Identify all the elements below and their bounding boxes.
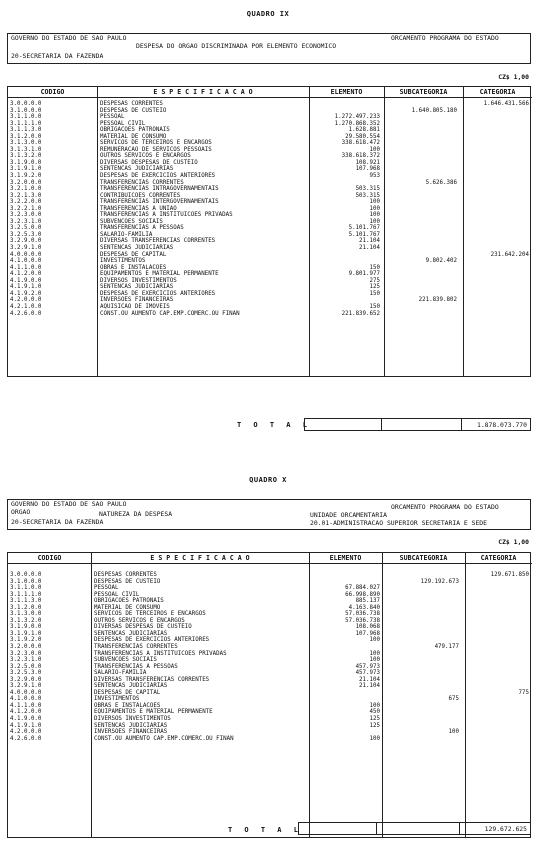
header-natureza: NATUREZA DA DESPESA — [99, 510, 173, 518]
row-code: 3.1.3.1.0 — [10, 146, 42, 153]
row-code: 4.1.1.0.0 — [10, 264, 42, 271]
row-code: 3.2.3.1.0 — [10, 657, 42, 664]
quadro-ix-currency: CZ$ 1,00 — [498, 73, 529, 81]
row-description: OUTROS SERVICOS E ENCARGOS — [94, 617, 185, 624]
row-code: 3.1.1.1.0 — [10, 591, 42, 598]
quadro-ix-total-box — [304, 418, 531, 431]
row-description: SENTENCAS JUDICIARIAS — [100, 245, 174, 252]
row-description: OUTROS SERVICOS E ENCARGOS — [100, 153, 191, 160]
row-description: DESPESAS DE EXERCICIOS ANTERIORES — [94, 637, 210, 644]
row-elemento: 9.801.977 — [348, 271, 380, 278]
row-elemento: 4.163.840 — [348, 604, 380, 611]
row-description: SENTENCAS JUDICIARIAS — [94, 722, 168, 729]
row-elemento: 5.101.767 — [348, 225, 380, 232]
row-elemento: 885.137 — [355, 598, 380, 605]
row-description: DIVERSAS TRANSFERENCIAS CORRENTES — [94, 676, 210, 683]
row-description: DESPESAS DE EXERCICIOS ANTERIORES — [100, 290, 216, 297]
quadro-ix-header — [7, 33, 531, 64]
col-elemento: ELEMENTO — [309, 87, 384, 98]
header-secretaria: 20-SECRETARIA DA FAZENDA — [11, 518, 104, 526]
row-description: TRANSFERENCIAS A UNIAO — [100, 205, 177, 212]
row-code: 3.1.9.2.0 — [10, 637, 42, 644]
header-unidade-name: 20.01-ADMINISTRACAO SUPERIOR SECRETARIA E SEDE — [310, 519, 487, 527]
row-subcategoria: 221.839.802 — [418, 297, 457, 304]
row-code: 4.1.0.0.0 — [10, 696, 42, 703]
row-code: 4.1.0.0.0 — [10, 258, 42, 265]
row-description: PESSOAL — [94, 585, 119, 592]
row-elemento: 100 — [369, 650, 380, 657]
row-code: 3.1.3.2.0 — [10, 153, 42, 160]
row-elemento: 100 — [369, 205, 380, 212]
row-elemento: 1.270.868.352 — [334, 120, 380, 127]
row-description: SUBVENCOES SOCIAIS — [100, 218, 163, 225]
row-description: SERVICOS DE TERCEIROS E ENCARGOS — [100, 140, 212, 147]
row-description: INVERSOES FINANCEIRAS — [94, 729, 168, 736]
header-budget-program: ORCAMENTO PROGRAMA DO ESTADO — [391, 503, 499, 511]
row-code: 3.2.3.0.0 — [10, 650, 42, 657]
col-categoria: CATEGORIA — [465, 553, 532, 564]
row-code: 3.1.1.0.0 — [10, 585, 42, 592]
row-description: PESSOAL — [100, 114, 125, 121]
row-code: 3.2.3.0.0 — [10, 212, 42, 219]
col-codigo: CODIGO — [8, 553, 91, 564]
row-elemento: 503.315 — [355, 186, 380, 193]
row-categoria: 129.671.850 — [490, 572, 529, 578]
row-subcategoria: 479.177 — [434, 644, 459, 651]
row-description: CONST.OU AUMENTO CAP.EMP.COMERC.OU FINAN — [100, 310, 240, 317]
row-elemento: 100 — [369, 199, 380, 206]
row-description: AQUISICAO DE IMOVEIS — [100, 303, 170, 310]
row-elemento: 100 — [369, 218, 380, 225]
row-code: 3.1.2.0.0 — [10, 133, 42, 140]
row-elemento: 5.101.767 — [348, 231, 380, 238]
header-budget-program: ORCAMENTO PROGRAMA DO ESTADO — [391, 34, 499, 42]
row-code: 3.2.1.3.0 — [10, 192, 42, 199]
row-description: OBRAS E INSTALACOES — [100, 264, 167, 271]
row-code: 3.2.9.0.0 — [10, 676, 42, 683]
row-code: 3.1.2.0.0 — [10, 604, 42, 611]
row-elemento: 450 — [369, 709, 380, 716]
row-description: INVESTIMENTOS — [94, 696, 140, 703]
row-elemento: 21.104 — [359, 676, 380, 683]
row-description: DIVERSAS TRANSFERENCIAS CORRENTES — [100, 238, 216, 245]
row-description: SENTENCAS JUDICIARIAS — [94, 683, 168, 690]
row-description: DIVERSOS INVESTIMENTOS — [94, 716, 171, 723]
row-description: DESPESAS DE CAPITAL — [94, 689, 161, 696]
row-code: 3.2.3.1.0 — [10, 218, 42, 225]
row-description: MATERIAL DE CONSUMO — [100, 133, 167, 140]
row-description: TRANSFERENCIAS A PESSOAS — [94, 663, 178, 670]
row-elemento: 100 — [369, 702, 380, 709]
row-elemento: 100 — [369, 735, 380, 742]
row-code: 3.0.0.0.0 — [10, 572, 42, 578]
divider — [376, 823, 377, 834]
header-government: GOVERNO DO ESTADO DE SAO PAULO — [11, 34, 127, 42]
row-subcategoria: 100 — [448, 729, 459, 736]
header-government: GOVERNO DO ESTADO DE SAO PAULO — [11, 500, 127, 508]
row-code: 4.0.0.0.0 — [10, 689, 42, 696]
row-description: OBRIGACOES PATRONAIS — [100, 127, 170, 134]
row-description: TRANSFERENCIAS CORRENTES — [100, 179, 184, 186]
row-description: SALARIO-FAMILIA — [94, 670, 147, 677]
row-description: TRANSFERENCIAS CORRENTES — [94, 644, 178, 651]
row-description: DIVERSAS DESPESAS DE CUSTEIO — [100, 159, 198, 166]
row-elemento: 67.884.027 — [345, 585, 380, 592]
quadro-x-currency: CZ$ 1,00 — [498, 538, 529, 546]
row-code: 3.1.3.2.0 — [10, 617, 42, 624]
row-code: 3.1.0.0.0 — [10, 107, 42, 114]
row-code: 3.1.1.3.0 — [10, 598, 42, 605]
quadro-ix-total-label: T O T A L — [237, 421, 311, 429]
table-row — [8, 736, 532, 743]
row-elemento: 150 — [369, 303, 380, 310]
row-code: 3.1.9.1.0 — [10, 166, 42, 173]
row-description: INVESTIMENTOS — [100, 258, 146, 265]
row-code: 3.2.0.0.0 — [10, 179, 42, 186]
row-subcategoria: 9.802.402 — [425, 258, 457, 265]
row-code: 4.1.1.0.0 — [10, 702, 42, 709]
row-elemento: 100 — [369, 637, 380, 644]
row-elemento: 57.036.738 — [345, 617, 380, 624]
quadro-x-total-box — [298, 822, 531, 835]
row-elemento: 150 — [369, 264, 380, 271]
row-elemento: 21.104 — [359, 245, 380, 252]
row-description: DESPESAS DE CUSTEIO — [100, 107, 167, 114]
row-description: MATERIAL DE CONSUMO — [94, 604, 161, 611]
divider — [381, 419, 382, 430]
row-code: 3.1.9.0.0 — [10, 624, 42, 631]
header-secretaria: 20-SECRETARIA DA FAZENDA — [11, 52, 104, 60]
row-elemento: 21.104 — [359, 683, 380, 690]
row-description: SENTENCAS JUDICIARIAS — [94, 630, 168, 637]
row-code: 4.2.0.0.0 — [10, 729, 42, 736]
quadro-x-total-value: 129.672.625 — [484, 825, 527, 833]
row-description: DESPESAS DE CUSTEIO — [94, 578, 161, 585]
row-elemento: 338.618.372 — [341, 153, 380, 160]
col-especificacao: E S P E C I F I C A C A O — [91, 553, 309, 564]
row-code: 3.2.5.3.0 — [10, 670, 42, 677]
row-elemento: 29.580.554 — [345, 133, 380, 140]
row-description: DESPESAS DE EXERCICIOS ANTERIORES — [100, 173, 216, 180]
row-description: SERVICOS DE TERCEIROS E ENCARGOS — [94, 611, 206, 618]
row-elemento: 21.104 — [359, 238, 380, 245]
col-subcategoria: SUBCATEGORIA — [382, 553, 465, 564]
row-description: TRANSFERENCIAS A INSTITUICOES PRIVADAS — [100, 212, 233, 219]
row-elemento: 275 — [369, 277, 380, 284]
row-elemento: 125 — [369, 284, 380, 291]
quadro-ix-total-value: 1.878.073.770 — [476, 421, 527, 429]
row-elemento: 457.973 — [355, 670, 380, 677]
row-code: 4.2.6.0.0 — [10, 310, 42, 317]
row-code: 3.2.5.0.0 — [10, 225, 42, 232]
row-elemento: 503.315 — [355, 192, 380, 199]
row-code: 4.1.9.1.0 — [10, 284, 42, 291]
row-elemento: 100 — [369, 212, 380, 219]
row-code: 4.1.9.1.0 — [10, 722, 42, 729]
row-elemento: 1.628.881 — [348, 127, 380, 134]
row-code: 3.2.5.3.0 — [10, 231, 42, 238]
row-elemento: 107.968 — [355, 630, 380, 637]
row-code: 4.1.9.2.0 — [10, 290, 42, 297]
row-subcategoria: 675 — [448, 696, 459, 703]
col-subcategoria: SUBCATEGORIA — [384, 87, 463, 98]
row-code: 3.1.0.0.0 — [10, 578, 42, 585]
table-row — [8, 311, 532, 318]
col-elemento: ELEMENTO — [309, 553, 382, 564]
row-description: REMUNERACAO DE SERVICOS PESSOAIS — [100, 146, 212, 153]
row-description: SENTENCAS JUDICIARIAS — [100, 166, 174, 173]
row-description: CONTRIBUICOES CORRENTES — [100, 192, 181, 199]
row-code: 4.0.0.0.0 — [10, 251, 42, 258]
row-elemento: 107.968 — [355, 166, 380, 173]
row-elemento: 125 — [369, 716, 380, 723]
row-code: 3.1.3.0.0 — [10, 140, 42, 147]
row-code: 3.2.9.0.0 — [10, 238, 42, 245]
header-subtitle: DESPESA DO ORGAO DISCRIMINADA POR ELEMENTO ECONOMICO — [136, 42, 337, 50]
header-orgao: ORGAO — [11, 508, 31, 516]
row-code: 4.1.9.0.0 — [10, 716, 42, 723]
row-code: 4.1.2.0.0 — [10, 709, 42, 716]
row-code: 4.1.9.0.0 — [10, 277, 42, 284]
row-elemento: 108.068 — [355, 624, 380, 631]
row-code: 3.2.2.0.0 — [10, 199, 42, 206]
row-description: PESSOAL CIVIL — [100, 120, 146, 127]
row-description: DESPESAS DE CAPITAL — [100, 251, 167, 258]
row-code: 3.2.9.1.0 — [10, 683, 42, 690]
row-subcategoria: 1.640.805.180 — [411, 107, 457, 114]
row-code: 3.1.9.2.0 — [10, 173, 42, 180]
row-code: 3.1.1.0.0 — [10, 114, 42, 121]
row-code: 3.2.5.0.0 — [10, 663, 42, 670]
row-description: SUBVENCOES SOCIAIS — [94, 657, 157, 664]
quadro-ix-table — [7, 86, 531, 377]
quadro-ix-title: QUADRO IX — [246, 10, 290, 18]
row-subcategoria: 129.192.673 — [420, 578, 459, 585]
row-categoria: 231.642.204 — [490, 251, 529, 258]
row-description: INVERSOES FINANCEIRAS — [100, 297, 174, 304]
row-description: CONST.OU AUMENTO CAP.EMP.COMERC.OU FINAN — [94, 735, 234, 742]
divider — [461, 419, 462, 430]
quadro-x-rows — [8, 572, 532, 742]
row-description: SENTENCAS JUDICIARIAS — [100, 284, 174, 291]
row-elemento: 100 — [369, 657, 380, 664]
row-code: 3.1.9.0.0 — [10, 159, 42, 166]
row-subcategoria: 5.626.386 — [425, 179, 457, 186]
row-elemento: 57.036.738 — [345, 611, 380, 618]
row-code: 3.2.0.0.0 — [10, 644, 42, 651]
quadro-x-title: QUADRO X — [249, 476, 287, 484]
row-code: 4.1.2.0.0 — [10, 271, 42, 278]
quadro-x-table — [7, 552, 531, 838]
row-elemento: 338.618.472 — [341, 140, 380, 147]
row-description: OBRIGACOES PATRONAIS — [94, 598, 164, 605]
quadro-x-total-label: T O T A L — [228, 826, 302, 834]
row-code: 3.1.9.1.0 — [10, 630, 42, 637]
row-code: 3.2.1.0.0 — [10, 186, 42, 193]
row-elemento: 108.921 — [355, 159, 380, 166]
row-elemento: 125 — [369, 722, 380, 729]
row-description: TRANSFERENCIAS A PESSOAS — [100, 225, 184, 232]
row-elemento: 150 — [369, 290, 380, 297]
row-description: OBRAS E INSTALACOES — [94, 702, 161, 709]
row-code: 4.2.6.0.0 — [10, 735, 42, 742]
col-especificacao: E S P E C I F I C A C A O — [97, 87, 309, 98]
divider — [459, 823, 460, 834]
row-code: 3.2.2.1.0 — [10, 205, 42, 212]
quadro-x-header — [7, 499, 531, 530]
row-description: EQUIPAMENTOS E MATERIAL PERMANENTE — [100, 271, 219, 278]
row-elemento: 221.839.652 — [341, 310, 380, 317]
col-categoria: CATEGORIA — [463, 87, 532, 98]
row-code: 3.1.3.0.0 — [10, 611, 42, 618]
header-unidade: UNIDADE ORCAMENTARIA — [310, 511, 387, 519]
row-description: TRANSFERENCIAS INTERGOVERNAMENTAIS — [100, 199, 219, 206]
row-description: PESSOAL CIVIL — [94, 591, 140, 598]
row-description: TRANSFERENCIAS INTRAGOVERNAMENTAIS — [100, 186, 219, 193]
row-code: 4.2.1.0.0 — [10, 303, 42, 310]
row-description: DIVERSAS DESPESAS DE CUSTEIO — [94, 624, 192, 631]
row-code: 3.1.1.1.0 — [10, 120, 42, 127]
row-elemento: 457.973 — [355, 663, 380, 670]
row-description: DESPESAS CORRENTES — [100, 101, 163, 107]
col-codigo: CODIGO — [8, 87, 97, 98]
quadro-ix-rows — [8, 101, 532, 317]
row-code: 4.2.0.0.0 — [10, 297, 42, 304]
row-categoria: 1.646.431.566 — [483, 101, 529, 107]
row-code: 3.0.0.0.0 — [10, 101, 42, 107]
row-description: TRANSFERENCIAS A INSTITUICOES PRIVADAS — [94, 650, 227, 657]
row-description: DIVERSOS INVESTIMENTOS — [100, 277, 177, 284]
row-elemento: 100 — [369, 146, 380, 153]
row-code: 3.1.1.3.0 — [10, 127, 42, 134]
row-code: 3.2.9.1.0 — [10, 245, 42, 252]
row-elemento: 953 — [369, 173, 380, 180]
row-description: DESPESAS CORRENTES — [94, 572, 157, 578]
row-categoria: 775 — [518, 689, 529, 696]
row-description: EQUIPAMENTOS E MATERIAL PERMANENTE — [94, 709, 213, 716]
row-description: SALARIO-FAMILIA — [100, 231, 153, 238]
row-elemento: 1.272.497.233 — [334, 114, 380, 121]
row-elemento: 66.998.890 — [345, 591, 380, 598]
